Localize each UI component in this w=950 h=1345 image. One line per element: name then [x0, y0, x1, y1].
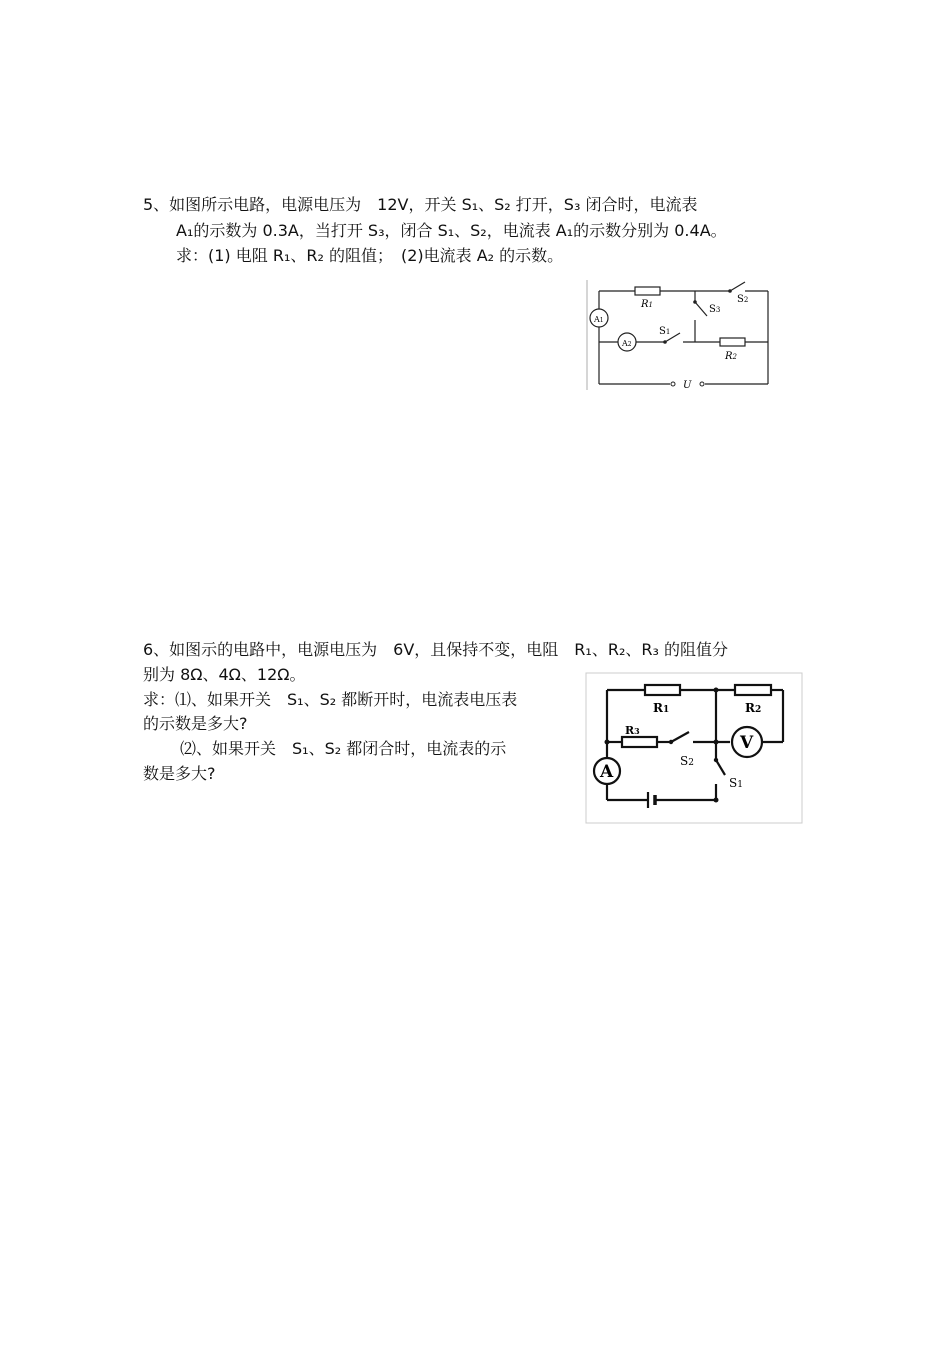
q6-line-2: 别为 8Ω、4Ω、12Ω。 — [143, 665, 306, 684]
q5-u-label: U — [683, 380, 692, 391]
q5-r2-resistor — [720, 338, 745, 346]
svg-text:S1: S1 — [729, 776, 743, 790]
svg-text:S1: S1 — [659, 326, 671, 337]
q5-line-2: A₁的示数为 0.3A，当打开 S₃，闭合 S₁、S₂，电流表 A₁的示数分别为 0.4A。 — [176, 221, 727, 240]
q6-circuit-diagram — [585, 672, 803, 824]
q6-line-3: 求：⑴、如果开关 S₁、S₂ 都断开时，电流表电压表 — [143, 690, 518, 709]
svg-text:R1: R1 — [641, 299, 653, 310]
q6-r2-resistor — [735, 685, 771, 695]
svg-text:S2: S2 — [737, 294, 749, 305]
svg-text:R3: R3 — [625, 724, 640, 737]
svg-text:R1: R1 — [653, 701, 670, 715]
q5-line-3: 求：(1) 电阻 R₁、R₂ 的阻值； (2)电流表 A₂ 的示数。 — [176, 246, 564, 265]
q5-line-1: 5、如图所示电路，电源电压为 12V，开关 S₁、S₂ 打开，S₃ 闭合时，电流表 — [143, 195, 698, 214]
q6-line-4: 的示数是多大? — [143, 714, 248, 733]
q6-line-5: ⑵、如果开关 S₁、S₂ 都闭合时，电流表的示 — [180, 739, 507, 758]
svg-text:R2: R2 — [745, 701, 762, 715]
q6-line-1: 6、如图示的电路中，电源电压为 6V，且保持不变，电阻 R₁、R₂、R₃ 的阻值分 — [143, 640, 728, 659]
svg-text:S3: S3 — [709, 304, 721, 315]
svg-text:A2: A2 — [622, 339, 632, 348]
q6-r1-resistor — [645, 685, 680, 695]
svg-text:A1: A1 — [594, 315, 604, 324]
q5-r1-resistor — [635, 287, 660, 295]
q6-ammeter-label: A — [600, 762, 614, 782]
q5-circuit-diagram — [585, 280, 780, 392]
q6-r3-resistor — [622, 737, 657, 747]
q6-line-6: 数是多大? — [143, 764, 216, 783]
q6-voltmeter-label: V — [740, 733, 754, 753]
svg-text:R2: R2 — [725, 351, 737, 362]
svg-text:S2: S2 — [680, 754, 694, 768]
